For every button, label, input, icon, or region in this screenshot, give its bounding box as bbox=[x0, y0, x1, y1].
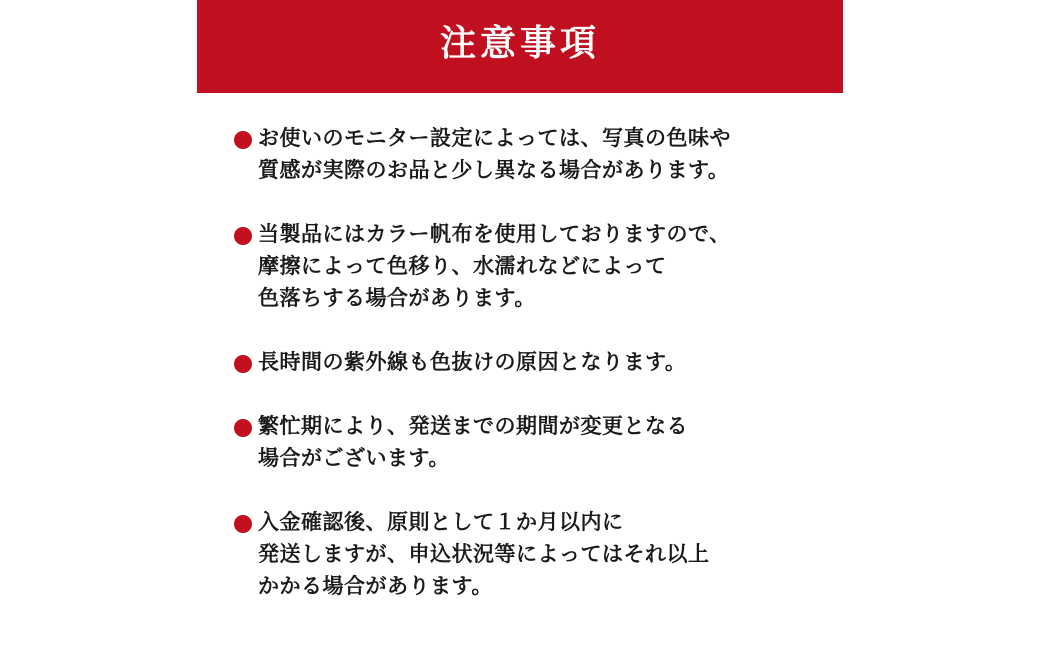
note-line: 発送しますが、申込状況等によってはそれ以上 bbox=[258, 542, 710, 566]
bullet-icon bbox=[234, 355, 252, 373]
bullet-icon bbox=[234, 227, 252, 245]
note-line: 場合がございます。 bbox=[258, 446, 450, 470]
note-item bbox=[234, 218, 834, 314]
page-title: 注意事項 bbox=[439, 22, 600, 64]
note-line: 長時間の紫外線も色抜けの原因となります。 bbox=[258, 350, 687, 374]
note-line: 色落ちする場合があります。 bbox=[258, 286, 536, 310]
note-line: 摩擦によって色移り、水濡れなどによって bbox=[258, 254, 667, 278]
note-line: 当製品にはカラー帆布を使用しておりますので、 bbox=[258, 222, 731, 246]
note-item bbox=[234, 346, 834, 378]
note-line: 質感が実際のお品と少し異なる場合があります。 bbox=[258, 158, 730, 182]
notes-list bbox=[234, 122, 834, 602]
header-banner bbox=[197, 0, 843, 93]
note-line: 入金確認後、原則として１か月以内に bbox=[258, 510, 624, 534]
note-item bbox=[234, 410, 834, 474]
note-line: お使いのモニター設定によっては、写真の色味や bbox=[258, 126, 731, 150]
note-item bbox=[234, 506, 834, 602]
bullet-icon bbox=[234, 515, 252, 533]
note-line: かかる場合があります。 bbox=[258, 574, 493, 598]
bullet-icon bbox=[234, 419, 252, 437]
note-line: 繁忙期により、発送までの期間が変更となる bbox=[258, 414, 688, 438]
bullet-icon bbox=[234, 131, 252, 149]
note-item bbox=[234, 122, 834, 186]
